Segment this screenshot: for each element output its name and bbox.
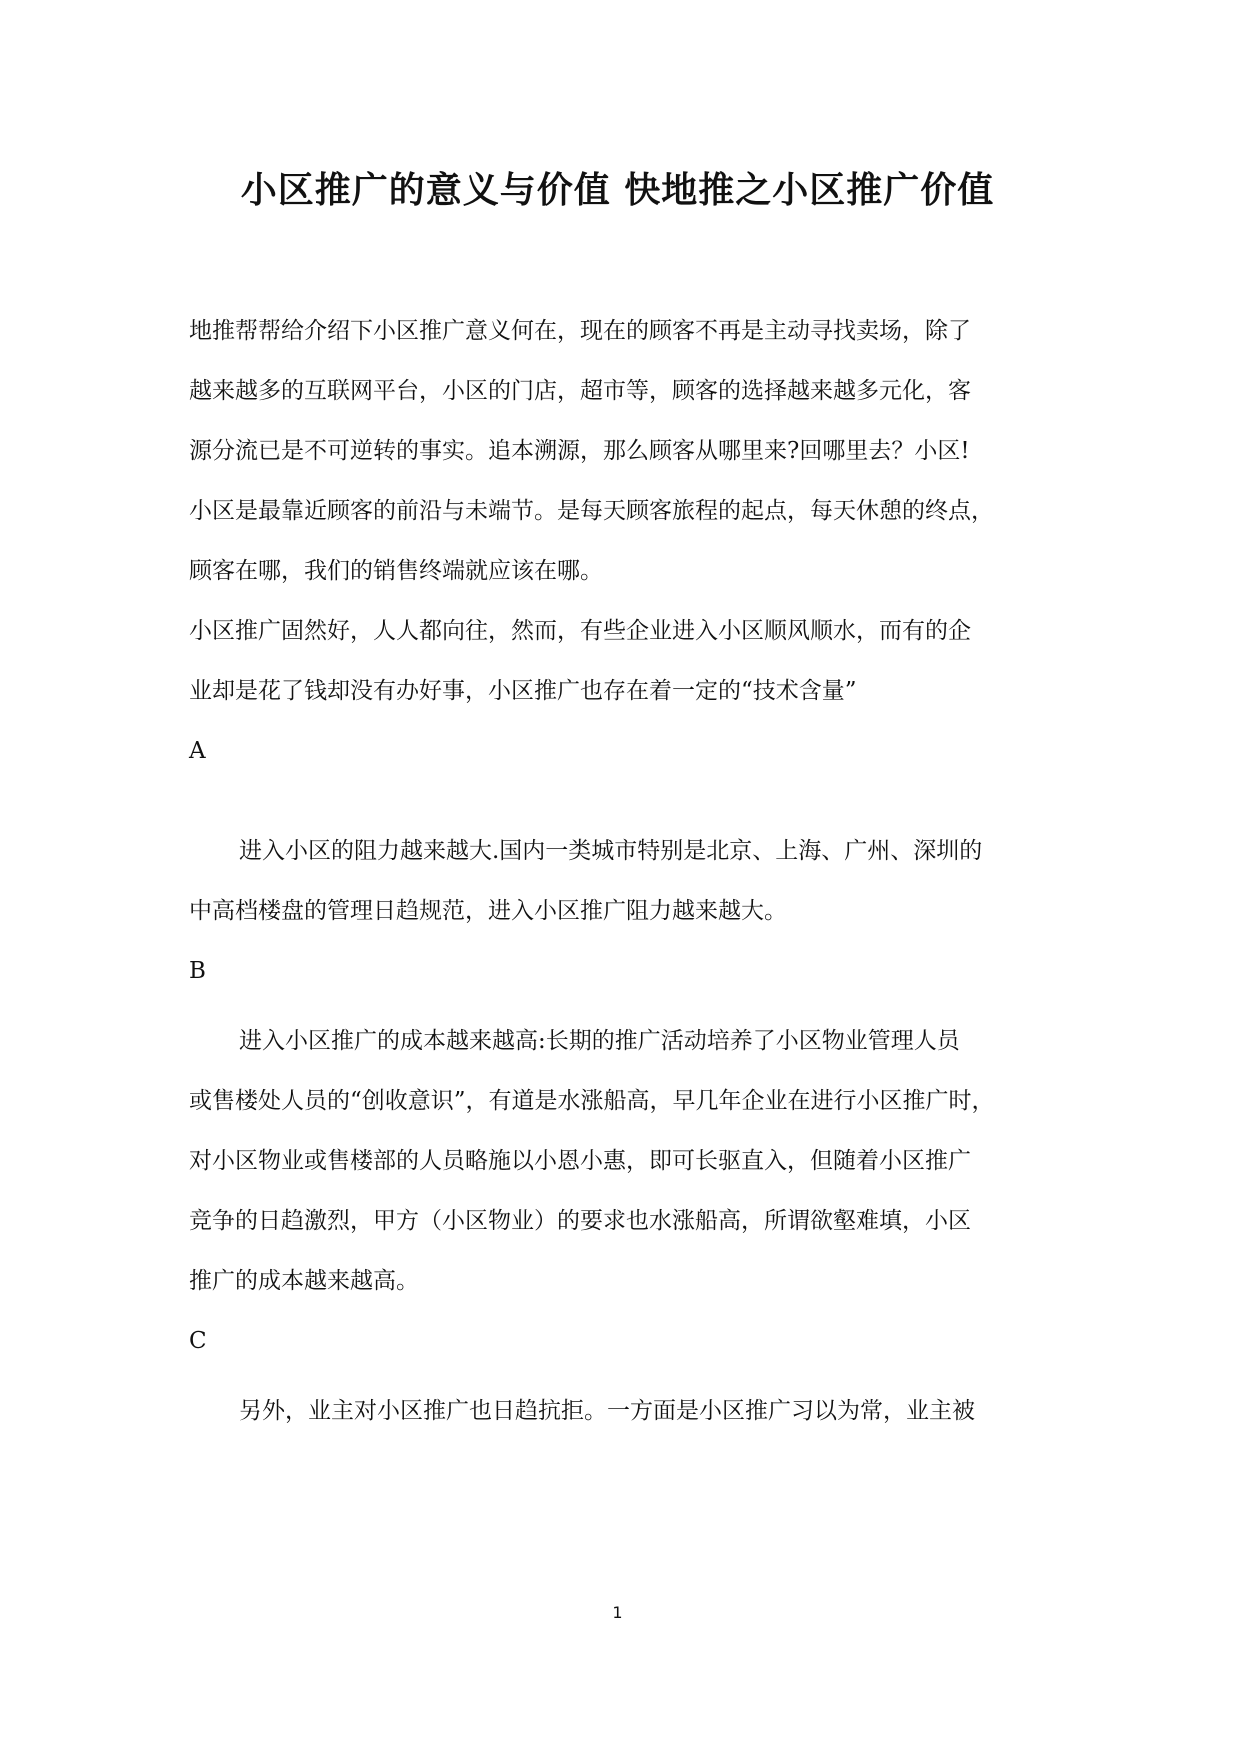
document-title: 小区推广的意义与价值 快地推之小区推广价值 [240,170,995,211]
section-a-marker: A [189,738,206,764]
section-a-line-1: 进入小区的阻力越来越大.国内一类城市特别是北京、上海、广州、深圳的 [239,838,983,864]
paragraph-2-line-2: 业却是花了钱却没有办好事，小区推广也存在着一定的“技术含量” [189,678,857,704]
intro-line-4: 小区是最靠近顾客的前沿与未端节。是每天顾客旅程的起点，每天休憩的终点， [189,498,994,524]
section-c-line-1: 另外，业主对小区推广也日趋抗拒。一方面是小区推广习以为常，业主被 [239,1398,975,1424]
intro-line-1: 地推帮帮给介绍下小区推广意义何在，现在的顾客不再是主动寻找卖场，除了 [189,318,971,344]
section-c-marker: C [189,1328,207,1354]
page-number: 1 [612,1603,623,1622]
section-b-line-1: 进入小区推广的成本越来越高:长期的推广活动培养了小区物业管理人员 [239,1028,960,1054]
intro-line-2: 越来越多的互联网平台，小区的门店，超市等，顾客的选择越来越多元化，客 [189,378,971,404]
paragraph-2-line-1: 小区推广固然好，人人都向往，然而，有些企业进入小区顺风顺水，而有的企 [189,618,971,644]
section-b-line-5: 推广的成本越来越高。 [189,1268,419,1294]
intro-line-3: 源分流已是不可逆转的事实。追本溯源，那么顾客从哪里来?回哪里去？小区! [189,438,970,464]
intro-line-5: 顾客在哪，我们的销售终端就应该在哪。 [189,558,603,584]
section-b-line-2: 或售楼处人员的“创收意识”，有道是水涨船高，早几年企业在进行小区推广时， [189,1088,995,1114]
section-b-marker: B [189,958,206,984]
section-b-line-4: 竞争的日趋激烈，甲方（小区物业）的要求也水涨船高，所谓欲壑难填，小区 [189,1208,971,1234]
section-b-line-3: 对小区物业或售楼部的人员略施以小恩小惠，即可长驱直入，但随着小区推广 [189,1148,971,1174]
section-a-line-2: 中高档楼盘的管理日趋规范，进入小区推广阻力越来越大。 [189,898,787,924]
